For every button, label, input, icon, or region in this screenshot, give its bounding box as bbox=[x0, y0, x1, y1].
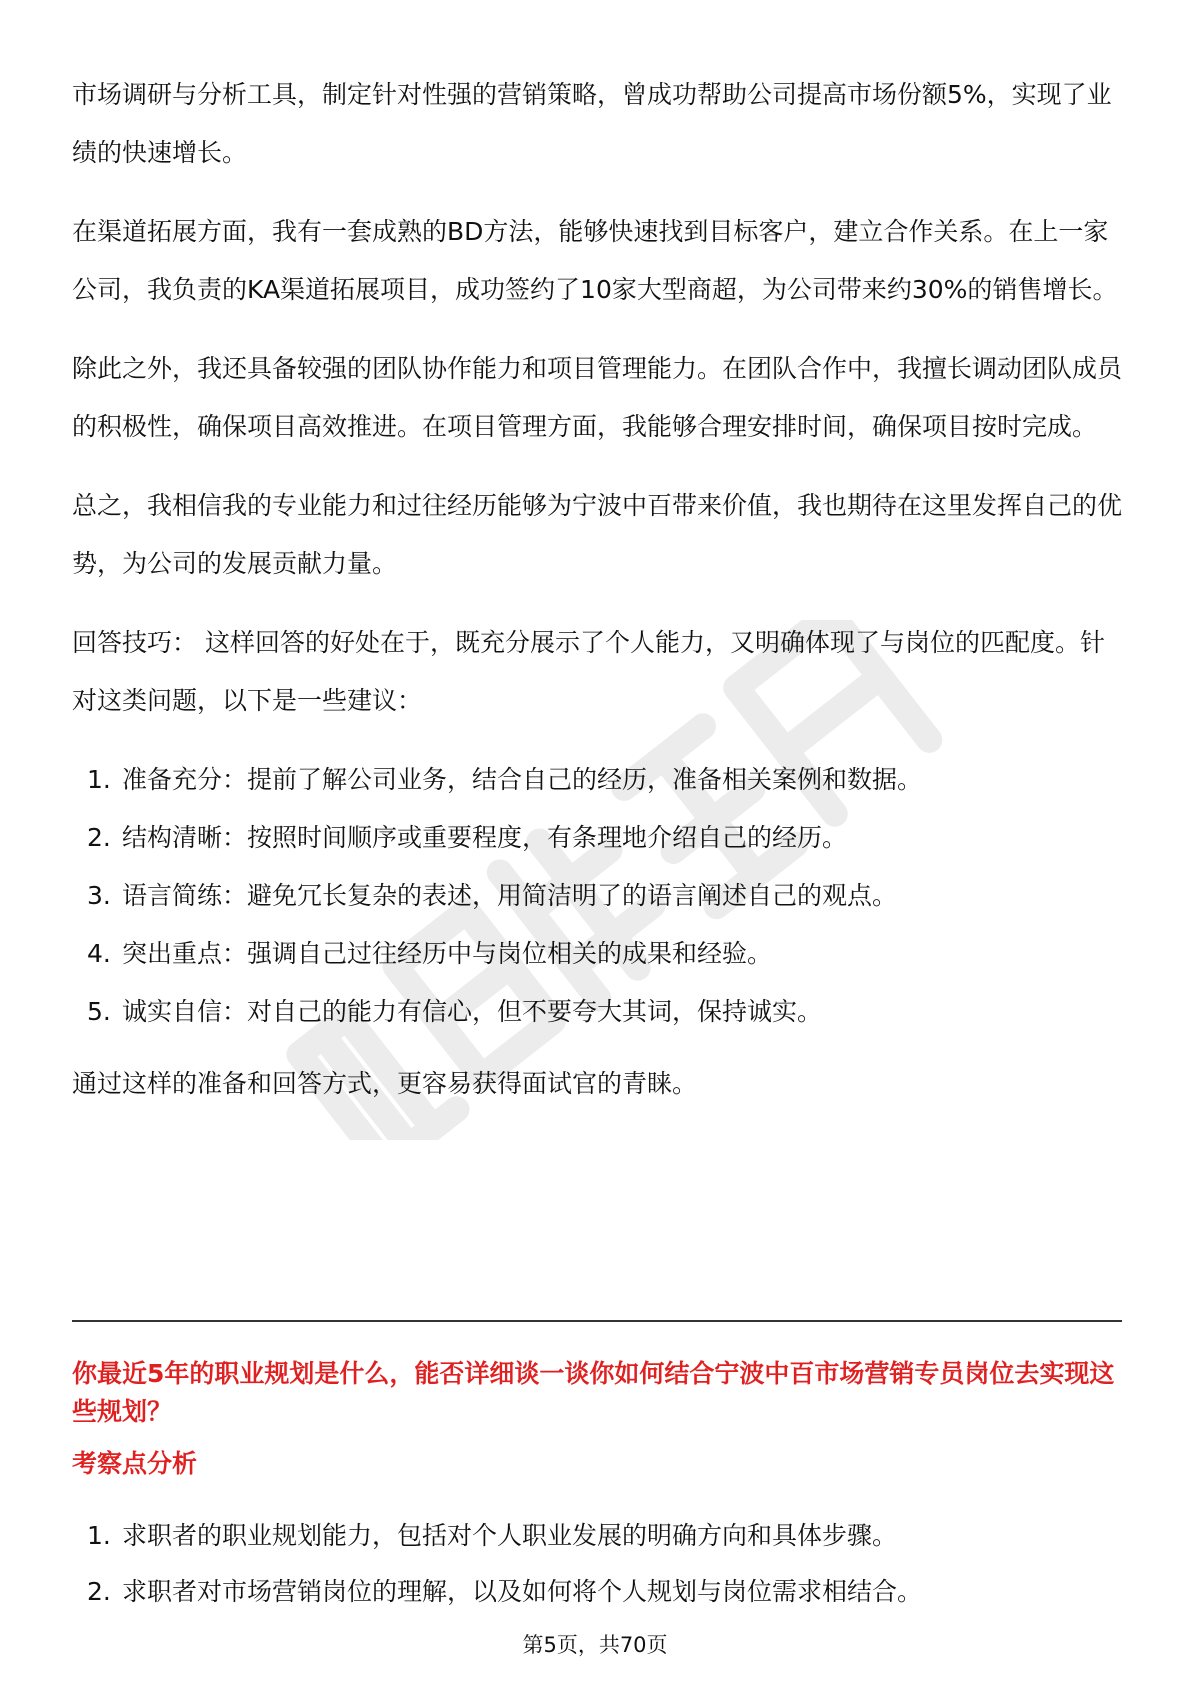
list-item bbox=[72, 809, 1122, 867]
list-item bbox=[72, 983, 1122, 1041]
page-footer: 第5页，共70页 bbox=[522, 1633, 668, 1657]
list-item bbox=[72, 1564, 1122, 1620]
list-item-number: 1. bbox=[87, 1521, 111, 1550]
list-item-number: 1. bbox=[87, 765, 111, 794]
analysis-list bbox=[72, 1508, 1122, 1620]
analysis-heading: 考察点分析 bbox=[72, 1449, 198, 1478]
paragraph-teamwork: 除此之外，我还具备较强的团队协作能力和项目管理能力。在团队合作中，我擅长调动团队成员的积极性，确保项目高效推进。在项目管理方面，我能够合理安排时间，确保项目按时完成。 bbox=[72, 354, 1123, 441]
list-item-text: 诚实自信：对自己的能力有信心，但不要夸大其词，保持诚实。 bbox=[122, 997, 823, 1026]
list-item bbox=[72, 1508, 1122, 1564]
list-item bbox=[72, 751, 1122, 809]
tips-list bbox=[72, 751, 1122, 1041]
list-item-number: 2. bbox=[87, 823, 111, 852]
list-item bbox=[72, 925, 1122, 983]
list-item-text: 结构清晰：按照时间顺序或重要程度，有条理地介绍自己的经历。 bbox=[122, 823, 848, 852]
section-divider bbox=[72, 1320, 1122, 1322]
list-item-number: 5. bbox=[87, 997, 111, 1026]
list-item-number: 3. bbox=[87, 881, 111, 910]
paragraph-summary: 总之，我相信我的专业能力和过往经历能够为宁波中百带来价值，我也期待在这里发挥自己的优势，为公司的发展贡献力量。 bbox=[72, 491, 1123, 578]
body-content bbox=[72, 66, 1122, 1134]
paragraph-market-research: 市场调研与分析工具，制定针对性强的营销策略，曾成功帮助公司提高市场份额5%，实现了业绩的快速增长。 bbox=[72, 80, 1112, 167]
interview-question: 你最近5年的职业规划是什么，能否详细谈一谈你如何结合宁波中百市场营销专员岗位去实现这些规划？ bbox=[72, 1359, 1115, 1426]
paragraph-channel-expansion: 在渠道拓展方面，我有一套成熟的BD方法，能够快速找到目标客户，建立合作关系。在上一家公司，我负责的KA渠道拓展项目，成功签约了10家大型商超，为公司带来约30%的销售增长。 bbox=[72, 217, 1118, 304]
list-item-text: 准备充分：提前了解公司业务，结合自己的经历，准备相关案例和数据。 bbox=[122, 765, 923, 794]
paragraph-closing: 通过这样的准备和回答方式，更容易获得面试官的青睐。 bbox=[72, 1069, 698, 1098]
list-item-text: 突出重点：强调自己过往经历中与岗位相关的成果和经验。 bbox=[122, 939, 773, 968]
list-item-text: 语言简练：避免冗长复杂的表述，用简洁明了的语言阐述自己的观点。 bbox=[122, 881, 898, 910]
list-item-text: 求职者对市场营销岗位的理解，以及如何将个人规划与岗位需求相结合。 bbox=[122, 1577, 923, 1606]
list-item-number: 2. bbox=[87, 1577, 111, 1606]
list-item-text: 求职者的职业规划能力，包括对个人职业发展的明确方向和具体步骤。 bbox=[122, 1521, 898, 1550]
paragraph-answer-tips: 回答技巧： 这样回答的好处在于，既充分展示了个人能力，又明确体现了与岗位的匹配度。针对这类问题，以下是一些建议： bbox=[72, 628, 1105, 715]
list-item-number: 4. bbox=[87, 939, 111, 968]
list-item bbox=[72, 867, 1122, 925]
